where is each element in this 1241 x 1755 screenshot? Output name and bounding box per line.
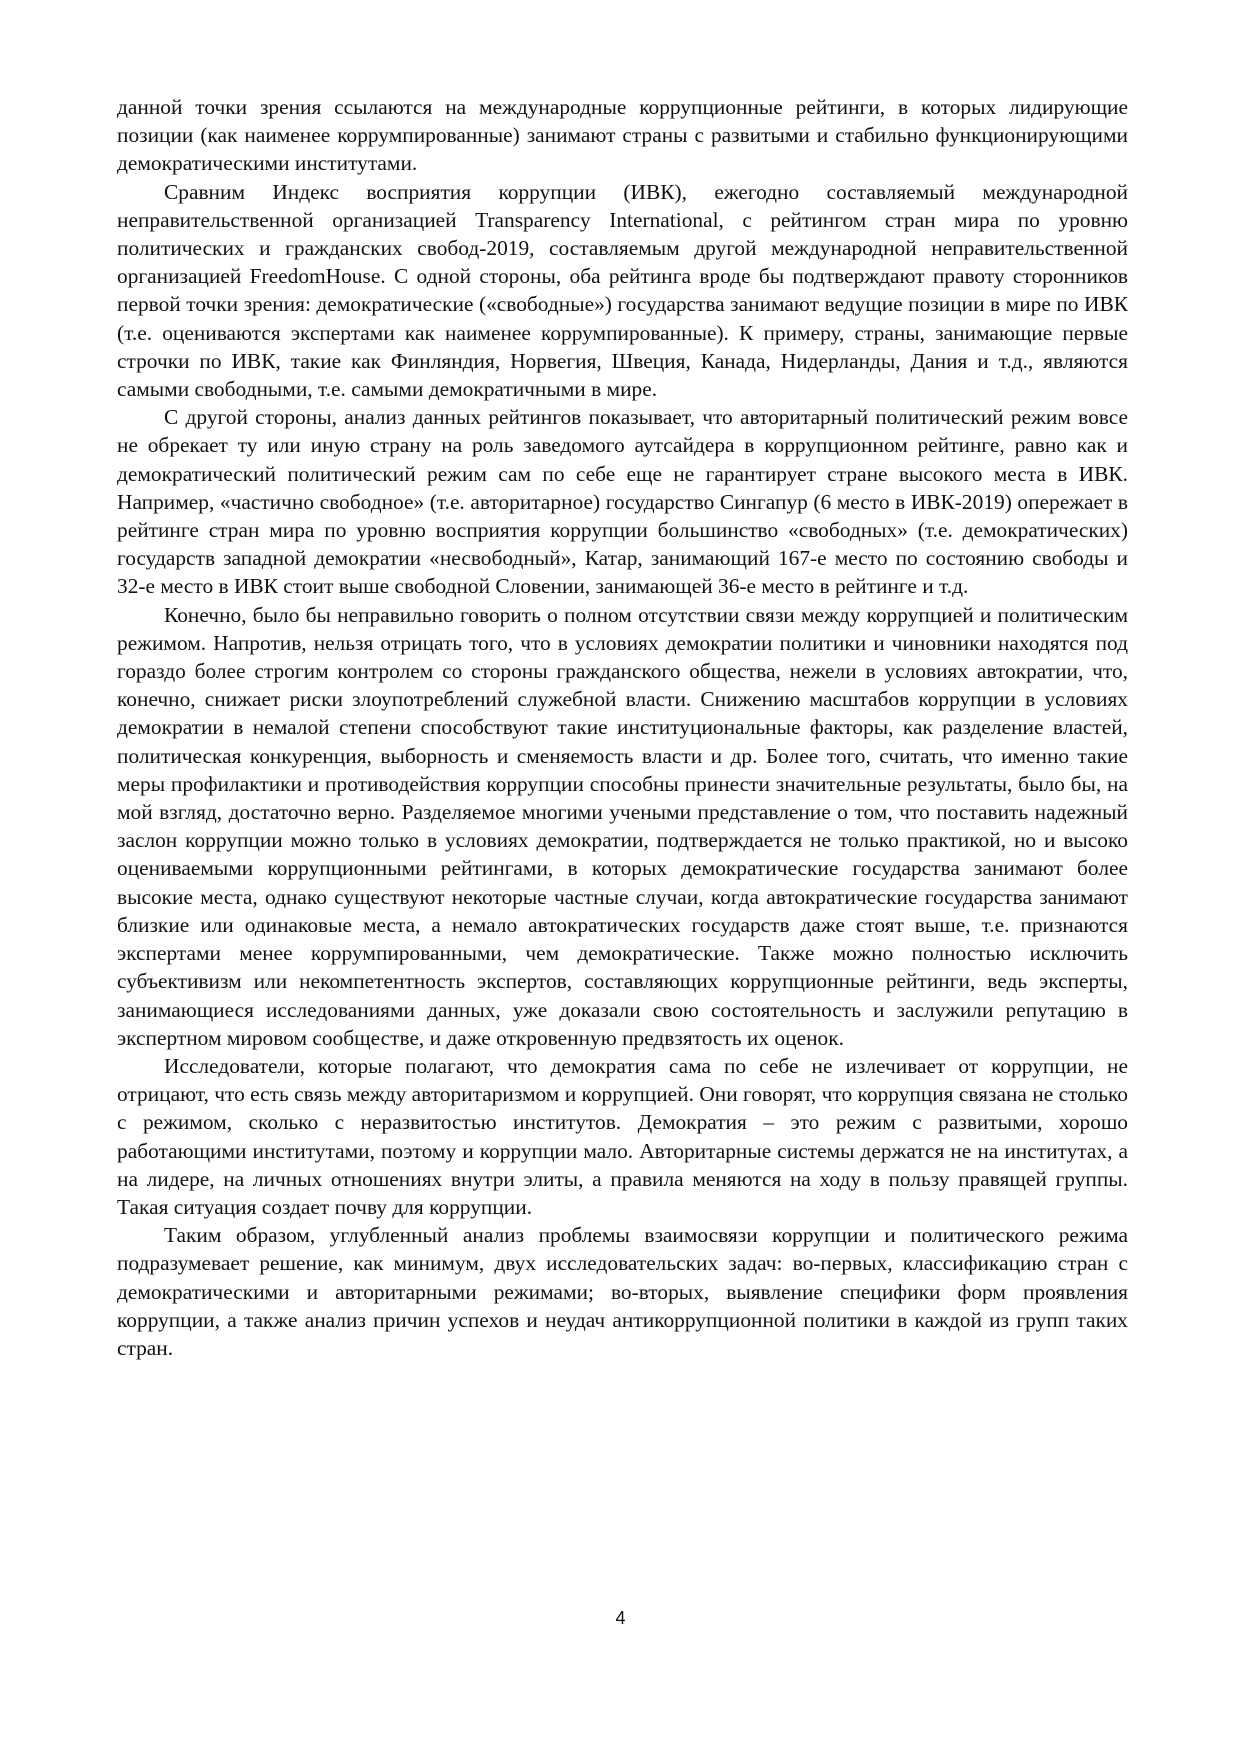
document-body: [117, 93, 1128, 1362]
paragraph-conclusion: Таким образом, углубленный анализ проблемы взаимосвязи коррупции и политического режима подразумевает решение, как минимум, двух исследовательских задач: во-первых, классификацию стран с демократическими и авторитарными режимами; во-вторых, выявление специфики форм проявления коррупции, а также анализ причин успехов и неудач антикоррупционной политики в каждой из групп таких стран.: [117, 1223, 1128, 1360]
paragraph-cpi-comparison: Сравним Индекс восприятия коррупции (ИВК), ежегодно составляемый международной неправительственной организацией Transparency International, с рейтингом стран мира по уровню политических и гражданских свобод-2019, составляемым другой международной неправительственной организацией FreedomHouse. С одной стороны, оба рейтинга вроде бы подтверждают правоту сторонников первой точки зрения: демократические («свободные») государства занимают ведущие позиции в мире по ИВК (т.е. оцениваются экспертами как наименее коррумпированные). К примеру, страны, занимающие первые строчки по ИВК, такие как Финляндия, Норвегия, Швеция, Канада, Нидерланды, Дания и т.д., являются самыми свободными, т.е. самыми демократичными в мире.: [117, 179, 1128, 402]
paragraph-regime-link: Конечно, было бы неправильно говорить о полном отсутствии связи между коррупцией и политическим режимом. Напротив, нельзя отрицать того, что в условиях демократии политики и чиновники находятся под гораздо более строгим контролем со стороны гражданского общества, нежели в условиях автократии, что, конечно, снижает риски злоупотреблений служебной власти. Снижению масштабов коррупции в условиях демократии в немалой степени способствуют такие институциональные факторы, как разделение властей, политическая конкуренция, выборность и сменяемость власти и др. Более того, считать, что именно такие меры профилактики и противодействия коррупции способны принести значительные результаты, было бы, на мой взгляд, достаточно верно. Разделяемое многими учеными представление о том, что поставить надежный заслон коррупции можно только в условиях демократии, подтверждается не только практикой, но и высоко оцениваемыми коррупционными рейтингами, в которых демократические государства занимают более высокие места, однако существуют некоторые частные случаи, когда автократические государства занимают близкие или одинаковые места, а немало автократических государств даже стоят выше, т.е. признаются экспертами менее коррумпированными, чем демократические. Также можно полностью исключить субъективизм или некомпетентность экспертов, составляющих коррупционные рейтинги, ведь эксперты, занимающиеся исследованиями данных, уже доказали свою состоятельность и заслужили репутацию в экспертном мировом сообществе, и даже откровенную предвзятость их оценок.: [117, 602, 1128, 1050]
paragraph-researchers: Исследователи, которые полагают, что демократия сама по себе не излечивает от коррупции, не отрицают, что есть связь между авторитаризмом и коррупцией. Они говорят, что коррупция связана не столько с режимом, сколько с неразвитостью институтов. Демократия – это режим с развитыми, хорошо работающими институтами, поэтому и коррупции мало. Авторитарные системы держатся не на институтах, а на лидере, на личных отношениях внутри элиты, а правила меняются на ходу в пользу правящей группы. Такая ситуация создает почву для коррупции.: [117, 1053, 1128, 1219]
paragraph-other-side: С другой стороны, анализ данных рейтингов показывает, что авторитарный политический режим вовсе не обрекает ту или иную страну на роль заведомого аутсайдера в коррупционном рейтинге, равно как и демократический политический режим сам по себе еще не гарантирует стране высокого места в ИВК. Например, «частично свободное» (т.е. авторитарное) государство Сингапур (6 место в ИВК-2019) опережает в рейтинге стран мира по уровню восприятия коррупции большинство «свободных» (т.е. демократических) государств западной демократии «несвободный», Катар, занимающий 167-е место по состоянию свободы и 32-е место в ИВК стоит выше свободной Словении, занимающей 36-е место в рейтинге и т.д.: [117, 405, 1128, 599]
page-number: 4: [615, 1608, 626, 1628]
paragraph-continuation: данной точки зрения ссылаются на международные коррупционные рейтинги, в которых лидирующие позиции (как наименее коррумпированные) занимают страны с развитыми и стабильно функционирующими демократическими институтами.: [117, 95, 1128, 176]
